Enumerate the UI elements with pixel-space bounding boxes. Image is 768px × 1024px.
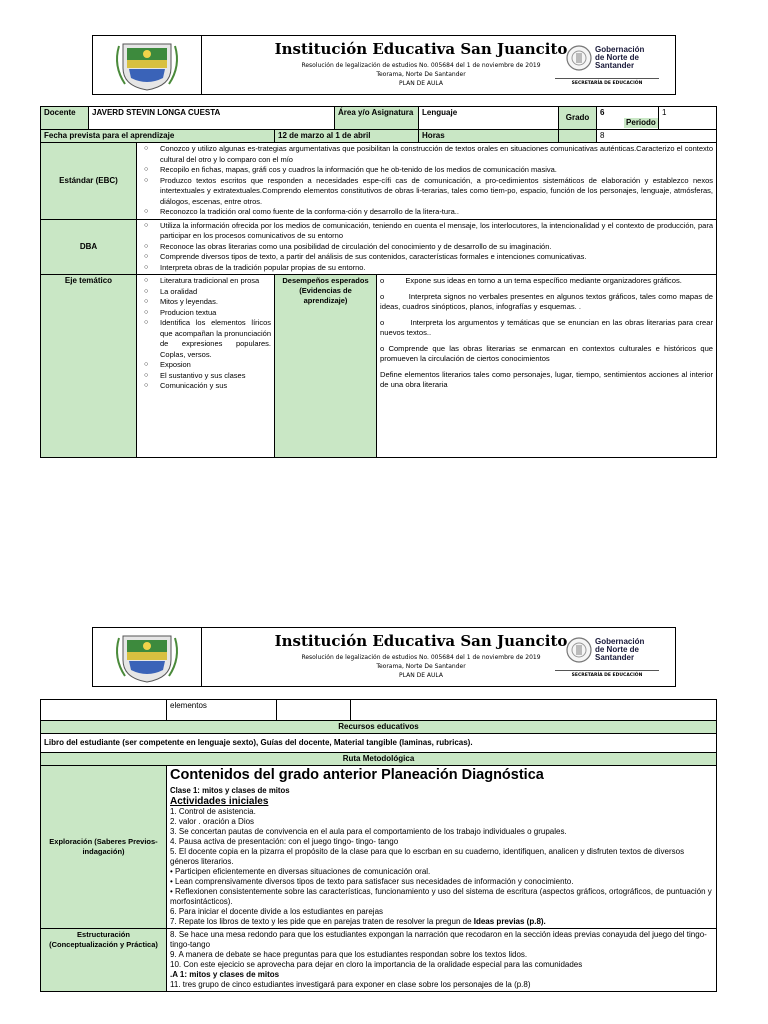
contenidos-title: Contenidos del grado anterior Planeación Diagnóstica — [170, 767, 544, 783]
eje-label: Eje temático — [41, 275, 137, 458]
horas-label: Horas — [419, 130, 559, 143]
secretaria-label: SECRETARÍA DE EDUCACIÓN — [555, 670, 659, 678]
ruta-header-row — [41, 753, 717, 766]
area-label: Área y/o Asignatura — [335, 107, 419, 130]
area-value: Lenguaje — [419, 107, 559, 130]
school-shield-logo — [93, 36, 202, 94]
exploracion-item: 1. Control de asistencia. — [170, 807, 256, 816]
institution-name: Institución Educativa San Juancito — [274, 40, 568, 58]
dba-content — [137, 219, 717, 275]
plan-line: PLAN DE AULA — [399, 672, 443, 679]
exploracion-item: • Reflexionen consistentemente sobre las características, funcionamiento y uso del sistema de escritura (aspectos gráficos, ortográficos, de puntuación y morfosintácticos). — [170, 887, 712, 906]
desempeno-item: o Comprende que las obras literarias se enmarcan en contextos culturales e históricos que promueven la circulación de ciertos conocimientos — [380, 344, 714, 363]
secretaria-label: SECRETARÍA DE EDUCACIÓN — [555, 78, 659, 86]
exploracion-content — [167, 766, 717, 929]
exploracion-item: • Lean comprensivamente diversos tipos de texto para satisfacer sus necesidades de información y conocimiento. — [170, 877, 574, 886]
plan-table-page1 — [40, 106, 717, 458]
institution-name: Institución Educativa San Juancito — [274, 632, 568, 650]
grado-label: Grado — [559, 107, 597, 130]
fecha-label: Fecha prevista para el aprendizaje — [41, 130, 275, 143]
estructuracion-item: 8. Se hace una mesa redondo para que los estudiantes expongan la narración que recodaron en la sección ideas previas conayuda del juego del tingo-tingo-tango — [170, 930, 707, 949]
docente-label: Docente — [41, 107, 89, 130]
recursos-row — [41, 734, 717, 753]
estandar-row — [41, 143, 717, 220]
estandar-item: ○ Produzco textos escritos que responden a necesidades espe-cífi cas de comunicación, a pro-cedimientos sistemáticos de elaboración y establezco nexos intertextuales y extratextuales.Comprendo elementos constitutivos de obras li-terarias, tales como tiem-po, espacio, función de los personajes, lenguaje, atmósferas, diálogos, escenas, entre otros. — [160, 176, 713, 208]
exploracion-label: Exploración (Saberes Previos-indagación) — [41, 766, 167, 929]
clase-title: Clase 1: mitos y clases de mitos — [170, 786, 290, 795]
eje-item: ○ Identifica los elementos líricos que acompañan la pronunciación de expresiones populares. Coplas, versos. — [160, 318, 271, 360]
plan-table-page2 — [40, 699, 717, 992]
plan-line: PLAN DE AULA — [399, 80, 443, 87]
docente-row — [41, 107, 717, 130]
eje-item: ○ Exposion — [160, 360, 271, 371]
gobernacion-name: Gobernación de Norte de Santander — [595, 637, 645, 662]
resolution-line: Resolución de legalización de estudios No. 005684 del 1 de noviembre de 2019 — [301, 62, 541, 69]
desempeno-item: o Expone sus ideas en torno a un tema específico mediante organizadores gráficos. — [380, 276, 682, 285]
continuation-empty — [277, 700, 351, 721]
continuation-text: elementos — [167, 700, 277, 721]
page2-header — [92, 627, 676, 687]
gobernacion-seal-icon — [559, 42, 599, 76]
fecha-value: 12 de marzo al 1 de abril — [275, 130, 419, 143]
desempenos-content — [377, 275, 717, 458]
actividades-iniciales-title: Actividades iniciales — [170, 796, 269, 807]
gobernacion-logo — [549, 634, 661, 680]
desempeno-item: Define elementos literarios tales como personajes, lugar, tiempo, sentimientos acciones al interior de una obra literaria — [380, 370, 714, 389]
exploracion-item: 3. Se concertan pautas de convivencia en el aula para el comportamiento de los trabajo individuales o grupales. — [170, 827, 567, 836]
desempeno-item: o Interpreta signos no verbales presentes en algunos textos gráficos, tales como mapas de ideas, cuadros sinópticos, planos, infografías y esquemas. . — [380, 292, 716, 311]
eje-item: ○ Mitos y leyendas. — [160, 297, 271, 308]
estructuracion-label: Estructuración (Conceptualización y Práctica) — [41, 929, 167, 992]
exploracion-item: • Participen eficientemente en diversas situaciones de comunicación oral. — [170, 867, 431, 876]
horas-spacer — [559, 130, 597, 143]
school-shield-icon — [93, 36, 201, 94]
continuation-row — [41, 700, 717, 721]
grado-value: 6 Periodo — [597, 107, 659, 130]
dba-item: ○ Interpreta obras de la tradición popular propias de su entorno. — [160, 263, 713, 274]
gobernacion-name: Gobernación de Norte de Santander — [595, 45, 645, 70]
docente-value: JAVERD STEVIN LONGA CUESTA — [89, 107, 335, 130]
gobernacion-seal-icon — [559, 634, 599, 668]
recursos-header-row — [41, 721, 717, 734]
ruta-label: Ruta Metodológica — [41, 753, 717, 766]
continuation-empty — [41, 700, 167, 721]
exploracion-row — [41, 766, 717, 929]
eje-row — [41, 275, 717, 458]
dba-item: ○ Reconoce las obras literarias como una posibilidad de circulación del conocimiento y de desarrollo de su imaginación. — [160, 242, 713, 253]
estandar-item: ○ Conozco y utilizo algunas es-trategias argumentativas que posibilitan la construcción de textos orales en situaciones comunicativas auténticas.Caracterizo el contexto cultural del otro y lo comparo con el mío — [160, 144, 713, 165]
recursos-text: Libro del estudiante (ser competente en lenguaje sexto), Guías del docente, Material tangible (laminas, rubricas). — [41, 734, 717, 753]
eje-item: ○ La oralidad — [160, 287, 271, 298]
periodo-value: 1 — [659, 107, 717, 130]
exploracion-item: 7. Repate los libros de texto y les pide que en parejas traten de resolver la pregun de Ideas previas (p.8). — [170, 917, 546, 926]
exploracion-item: 2. valor . oración a Dios — [170, 817, 255, 826]
activity-a1: .A 1: mitos y clases de mitos — [170, 970, 280, 979]
estructuracion-item: 10. Con este ejecicio se aprovecha para dejar en cloro la importancia de la oralidade especial para las comunidades — [170, 960, 583, 969]
estandar-content — [137, 143, 717, 220]
school-shield-icon — [93, 628, 201, 686]
eje-item: ○ Comunicación y sus — [160, 381, 271, 392]
exploracion-item: 5. El docente copia en la pizarra el propósito de la clase para que lo escrban en su cuaderno, identifiquen, analicen y disfruten textos de diversos géneros literarios. — [170, 847, 685, 866]
location-line: Teorama, Norte De Santander — [376, 71, 466, 78]
estructuracion-item: 11. tres grupo de cinco estudiantes investigará para exponer en clase sobre los personajes de la (p.8) — [170, 980, 531, 989]
estructuracion-row — [41, 929, 717, 992]
estandar-item: ○ Recopilo en fichas, mapas, gráfi cos y cuadros la información que he ob-tenido de los medios de comunicación masiva. — [160, 165, 713, 176]
estandar-label: Estándar (EBC) — [41, 143, 137, 220]
eje-item: ○ Producion textua — [160, 308, 271, 319]
estructuracion-item: 9. A manera de debate se hace preguntas para que los estudiantes respondan sobre los textos lidos. — [170, 950, 528, 959]
exploracion-item: 6. Para iniciar el docente divide a los estudiantes en parejas — [170, 907, 384, 916]
location-line: Teorama, Norte De Santander — [376, 663, 466, 670]
periodo-label: Periodo — [626, 118, 656, 127]
dba-item: ○ Utiliza la información ofrecida por los medios de comunicación, teniendo en cuenta el mensaje, los interlocutores, la intencionalidad y el contexto de producción, para participar en los procesos comunicativos de su entorno — [160, 221, 713, 242]
dba-label: DBA — [41, 219, 137, 275]
school-shield-logo — [93, 628, 202, 686]
eje-content — [137, 275, 275, 458]
page1-header — [92, 35, 676, 95]
eje-item: ○ Literatura tradicional en prosa — [160, 276, 271, 287]
eje-item: ○ El sustantivo y sus clases — [160, 371, 271, 382]
horas-value: 8 — [597, 130, 717, 143]
desempenos-label: Desempeños esperados (Evidencias de aprendizaje) — [275, 275, 377, 458]
recursos-label: Recursos educativos — [41, 721, 717, 734]
fecha-row — [41, 130, 717, 143]
exploracion-item: 4. Pausa activa de presentación: con el juego tingo- tingo- tango — [170, 837, 399, 846]
desempeno-item: o Interpreta los argumentos y temáticas que se enuncian en las obras literarias para crear nuevos textos.. — [380, 318, 716, 337]
estandar-item: ○ Reconozco la tradición oral como fuente de la conforma-ción y desarrollo de la litera-tura.. — [160, 207, 713, 218]
continuation-empty — [351, 700, 717, 721]
dba-row — [41, 219, 717, 275]
gobernacion-logo — [549, 42, 661, 88]
dba-item: ○ Comprende diversos tipos de texto, a partir del análisis de sus contenidos, características formales e intenciones comunicativas. — [160, 252, 713, 263]
estructuracion-content — [167, 929, 717, 992]
resolution-line: Resolución de legalización de estudios No. 005684 del 1 de noviembre de 2019 — [301, 654, 541, 661]
